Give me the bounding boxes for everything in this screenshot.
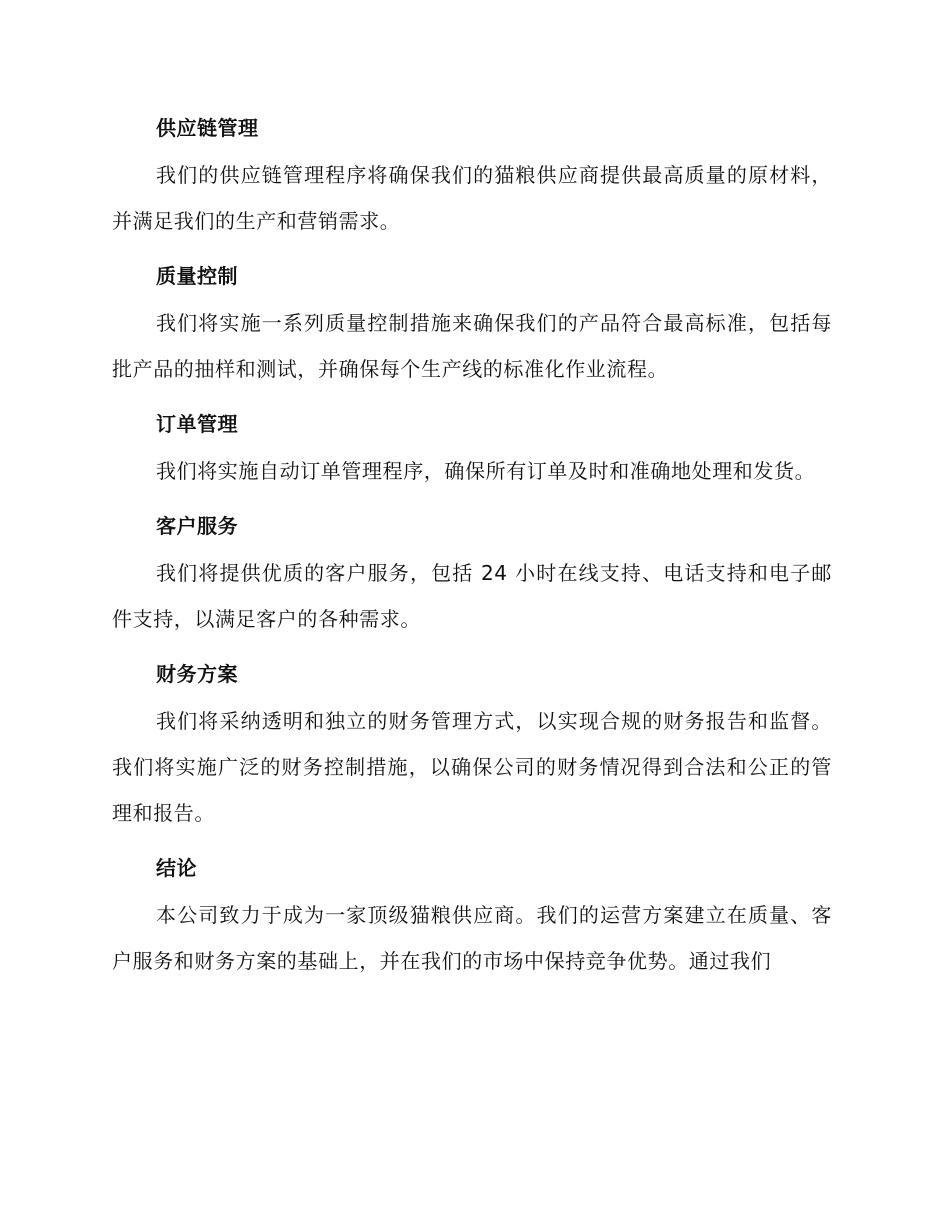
section-financial-plan xyxy=(112,654,832,836)
section-paragraph: 我们将采纳透明和独立的财务管理方式，以实现合规的财务报告和监督。我们将实施广泛的财务控制措施，以确保公司的财务情况得到合法和公正的管理和报告。 xyxy=(112,709,832,825)
section-order-management xyxy=(112,404,832,494)
section-customer-service xyxy=(112,506,832,642)
section-paragraph: 我们将提供优质的客户服务，包括 24 小时在线支持、电话支持和电子邮件支持，以满足客户的各种需求。 xyxy=(112,561,832,631)
section-paragraph: 我们将实施自动订单管理程序，确保所有订单及时和准确地处理和发货。 xyxy=(156,459,816,483)
section-heading: 质量控制 xyxy=(156,264,238,288)
section-heading: 供应链管理 xyxy=(156,116,259,140)
section-paragraph: 我们将实施一系列质量控制措施来确保我们的产品符合最高标准，包括每批产品的抽样和测试，并确保每个生产线的标准化作业流程。 xyxy=(112,311,832,381)
section-heading: 结论 xyxy=(156,856,197,880)
section-supply-chain xyxy=(112,108,832,244)
section-heading: 客户服务 xyxy=(156,514,238,538)
section-heading: 订单管理 xyxy=(156,412,238,436)
section-paragraph: 本公司致力于成为一家顶级猫粮供应商。我们的运营方案建立在质量、客户服务和财务方案的基础上，并在我们的市场中保持竞争优势。通过我们 xyxy=(112,903,832,973)
section-paragraph: 我们的供应链管理程序将确保我们的猫粮供应商提供最高质量的原材料，并满足我们的生产和营销需求。 xyxy=(112,163,832,233)
section-quality-control xyxy=(112,256,832,392)
section-conclusion xyxy=(112,848,832,984)
document-page xyxy=(112,108,832,996)
section-heading: 财务方案 xyxy=(156,662,238,686)
